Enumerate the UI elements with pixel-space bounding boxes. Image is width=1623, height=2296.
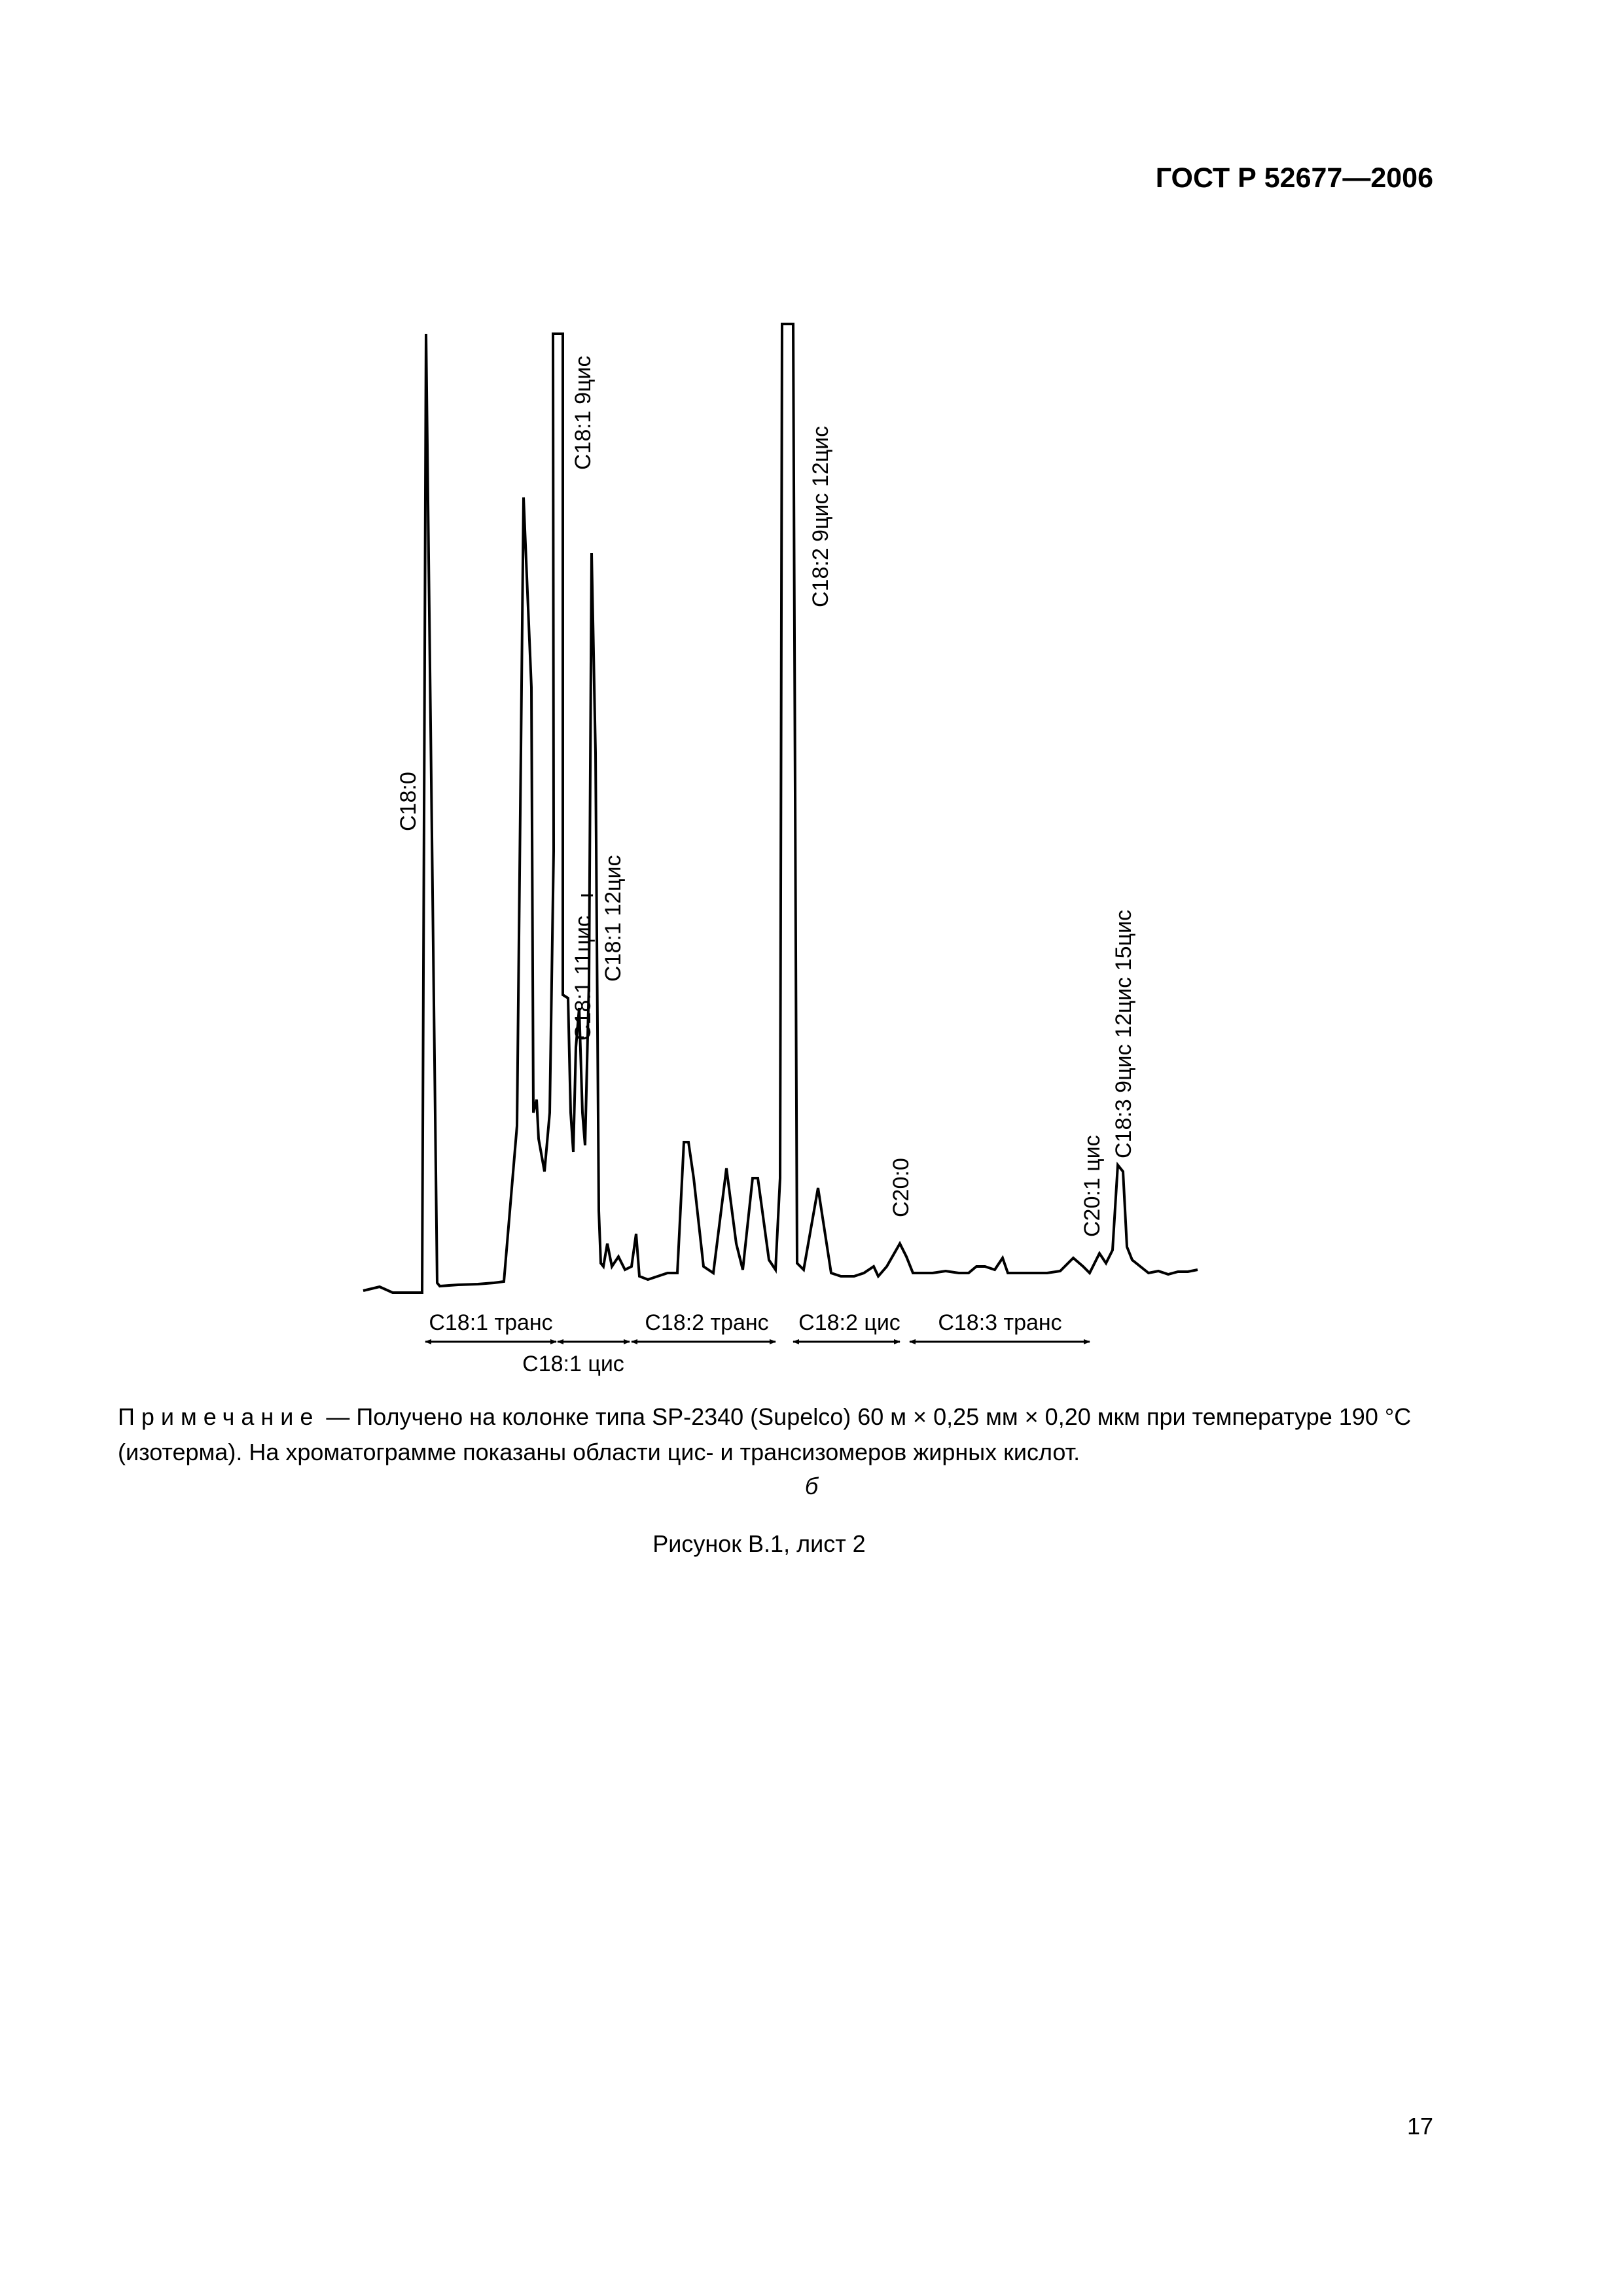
figure-note	[118, 1399, 1446, 1470]
peak-label-c18-1-9cis: С18:1 9цис	[571, 355, 596, 470]
figure-caption: Рисунок B.1, лист 2	[652, 1530, 866, 1557]
region-label-c18-2-cis: С18:2 цис	[798, 1310, 901, 1335]
chromatogram-trace	[363, 324, 1198, 1293]
peak-label-c20-1: С20:1 цис	[1080, 1135, 1105, 1237]
peak-label-c20-0: С20:0	[889, 1158, 914, 1217]
standard-header: ГОСТ Р 52677—2006	[1155, 162, 1433, 194]
peak-label-c18-3: С18:3 9цис 12цис 15цис	[1111, 909, 1136, 1158]
peak-label-c18-1-11cis: С18:1 11цис	[571, 916, 596, 1041]
note-lead: Примечание	[118, 1403, 320, 1430]
region-label-c18-1-cis: С18:1 цис	[522, 1352, 624, 1376]
region-label-c18-1-trans: С18:1 транс	[429, 1310, 553, 1335]
peak-label-c18-1-12cis: С18:1 12цис	[601, 855, 626, 982]
region-label-c18-2-trans: С18:2 транс	[645, 1310, 769, 1335]
note-text: — Получено на колонке типа SP-2340 (Supelco) 60 м × 0,25 мм × 0,20 мкм при температуре 190 °С (изотерма). На хроматограмме показаны области цис- и трансизомеров жирных кислот.	[118, 1403, 1412, 1465]
region-label-c18-3-trans: С18:3 транс	[938, 1310, 1062, 1335]
peak-label-c18-0: С18:0	[396, 772, 421, 831]
panel-letter: б	[804, 1473, 819, 1499]
page-number: 17	[1406, 2113, 1433, 2140]
peak-label-c18-2: С18:2 9цис 12цис	[808, 425, 833, 607]
